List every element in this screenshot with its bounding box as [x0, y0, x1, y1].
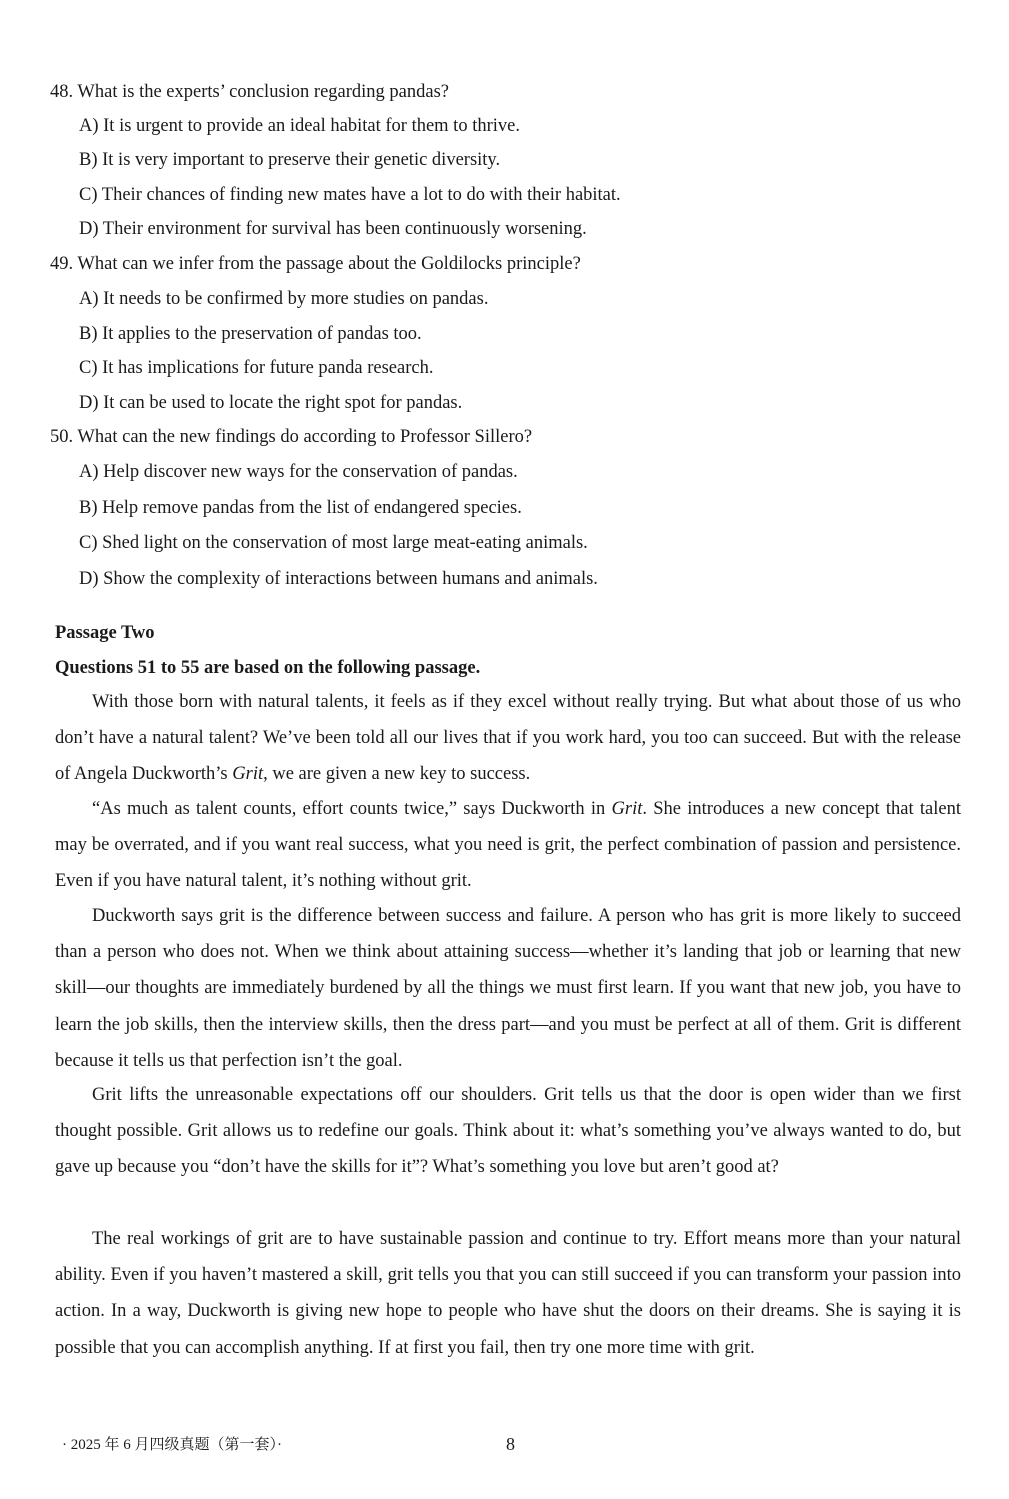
- paragraph-2-text-a: “As much as talent counts, effort counts twice,” says Duckworth in: [92, 799, 612, 819]
- question-49-option-a: A) It needs to be confirmed by more studies on pandas.: [79, 289, 489, 309]
- question-48-option-b: B) It is very important to preserve their genetic diversity.: [79, 150, 501, 170]
- paragraph-1-text-b: , we are given a new key to success.: [263, 764, 531, 785]
- book-title-grit: Grit: [232, 764, 264, 785]
- question-49-option-c: C) It has implications for future panda research.: [79, 358, 434, 378]
- question-50-option-b: B) Help remove pandas from the list of endangered species.: [79, 498, 522, 518]
- question-50-option-c: C) Shed light on the conservation of most large meat-eating animals.: [79, 533, 588, 553]
- question-49-option-b: B) It applies to the preservation of pandas too.: [79, 324, 422, 344]
- passage-paragraph-3: Duckworth says grit is the difference between success and failure. A person who has grit is more likely to succeed than a person who does not. When we think about attaining success—whether it’s landing that job or learning that new skill—our thoughts are immediately burdened by all the things we must first learn. If you want that new job, you have to learn the job skills, then the interview skills, then the dress part—and you must be perfect at all of them. Grit is different because it tells us that perfection isn’t the goal.: [55, 906, 961, 1071]
- passage-paragraph-4: Grit lifts the unreasonable expectations off our shoulders. Grit tells us that the door is open wider than we first thought possible. Grit allows us to redefine our goals. Think about it: what’s something you’ve always wanted to do, but gave up because you “don’t have the skills for it”? What’s something you love but aren’t good at?: [55, 1085, 961, 1178]
- passage-instruction: Questions 51 to 55 are based on the following passage.: [55, 658, 481, 678]
- page-number: 8: [506, 1434, 515, 1454]
- question-49-stem: 49. What can we infer from the passage about the Goldilocks principle?: [50, 254, 581, 274]
- passage-paragraph-5: The real workings of grit are to have sustainable passion and continue to try. Effort means more than your natural ability. Even if you haven’t mastered a skill, grit tells you that you can still succeed if you can transform your passion into action. In a way, Duckworth is giving new hope to people who have shut the doors on their dreams. She is saying it is possible that you can accomplish anything. If at first you fail, then try one more time with grit.: [55, 1229, 961, 1358]
- question-50-option-a: A) Help discover new ways for the conservation of pandas.: [79, 462, 518, 482]
- passage-paragraph-2: [55, 791, 961, 900]
- question-48-option-c: C) Their chances of finding new mates have a lot to do with their habitat.: [79, 185, 621, 205]
- question-48-stem: 48. What is the experts’ conclusion regarding pandas?: [50, 82, 449, 102]
- passage-title: Passage Two: [55, 623, 155, 643]
- question-50-stem: 50. What can the new findings do according to Professor Sillero?: [50, 427, 533, 447]
- exam-label: · 2025 年 6 月四级真题（第一套）·: [62, 1437, 282, 1453]
- book-title-grit-2: Grit: [611, 799, 643, 819]
- question-48-option-a: A) It is urgent to provide an ideal habitat for them to thrive.: [79, 116, 520, 136]
- question-49-option-d: D) It can be used to locate the right spot for pandas.: [79, 393, 463, 413]
- question-48-option-d: D) Their environment for survival has been continuously worsening.: [79, 219, 587, 239]
- paragraph-2-text-b: . She introduces a new concept that talent may be overrated, and if you want real success, what you need is grit, the perfect combination of passion and persistence. Even if you have natural talent, it’s nothing without grit.: [55, 799, 962, 892]
- passage-paragraph-1: [55, 684, 961, 793]
- paragraph-1-text-a: With those born with natural talents, it feels as if they excel without really trying. But what about those of us who don’t have a natural talent? We’ve been told all our lives that if you work hard, you too can succeed. But with the release of Angela Duckworth’s: [55, 692, 961, 785]
- question-50-option-d: D) Show the complexity of interactions between humans and animals.: [79, 569, 598, 589]
